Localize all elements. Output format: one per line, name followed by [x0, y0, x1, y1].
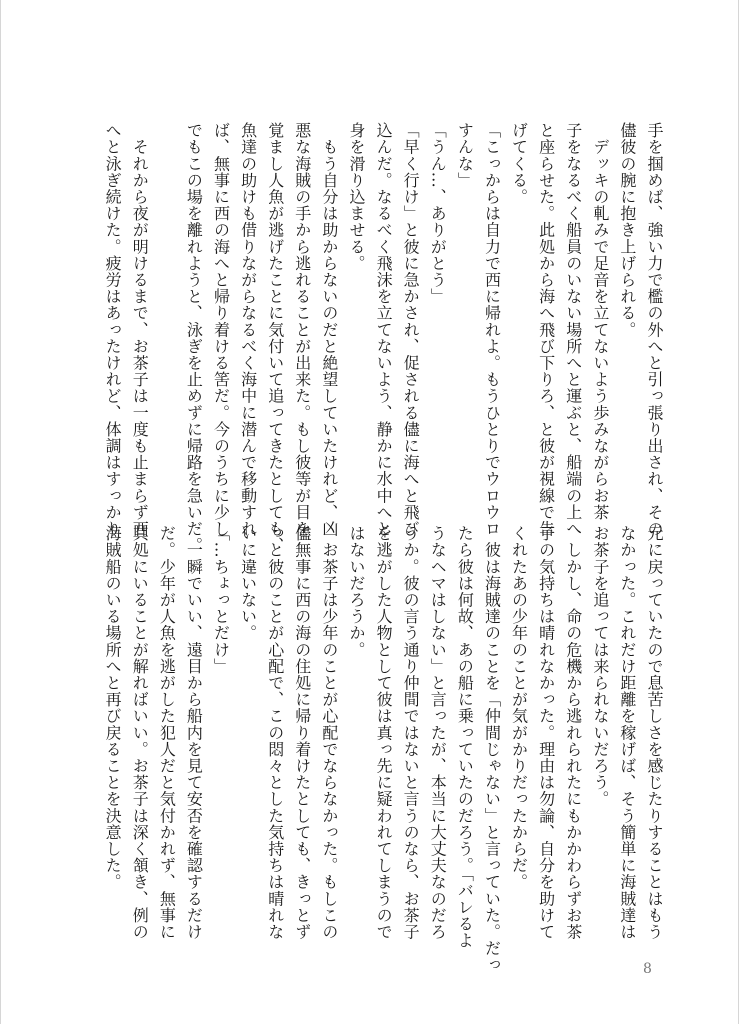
text-line: 悪な海賊の手から逃れることが出来た。もし彼等が目を	[292, 122, 312, 537]
text-line: 「…ちょっとだけ」	[211, 525, 231, 675]
text-line: お茶子は少年のことが心配でならなかった。もしこの	[319, 525, 339, 940]
text-line: 彼は海賊達のことを「仲間じゃない」と言っていた。だっ	[482, 525, 502, 974]
text-line: いに違いない。	[238, 525, 258, 642]
text-line: を逃がした人物として彼は真っ先に疑われてしまうので	[374, 525, 394, 940]
text-line: 込んだ。なるべく飛沫を立てないよう、静かに水中へと	[374, 122, 394, 537]
text-line: もう自分は助からないのだと絶望していたけれど、凶	[319, 122, 339, 537]
text-line: うか。彼の言う通り仲間ではないと言うのなら、お茶子	[401, 525, 421, 940]
text-line: だ。少年が人魚を逃がした犯人だと気付かれず、無事に	[157, 525, 177, 940]
text-line: ば、無事に西の海へと帰り着ける筈だ。今のうちに少し	[211, 122, 231, 537]
text-line: っと彼のことが心配で、この悶々とした気持ちは晴れな	[265, 525, 285, 940]
text-line: お茶子を追っては来られないだろう。	[590, 525, 610, 808]
text-line: 「早く行け」と彼に急かされ、促される儘に海へと飛び	[401, 122, 421, 537]
text-line: 元に戻っていたので息苦しさを感じたりすることはもう	[645, 525, 664, 940]
text-block-bottom	[103, 525, 668, 974]
text-line: 身を滑り込ませる。	[346, 122, 366, 272]
text-line: すんな」	[455, 122, 475, 189]
text-line: はないだろうか。	[346, 525, 366, 658]
text-line: げてくる。	[509, 122, 529, 205]
text-line: それから夜が明けるまで、お茶子は一度も止まらず西	[130, 122, 150, 537]
text-line: デッキの軋みで足音を立てないよう歩みながらお茶	[590, 122, 610, 521]
text-line: と座らせた。此処から海へ飛び下りろ、と彼が視線で告	[536, 122, 556, 537]
text-line: うなヘマはしない」と言ったが、本当に大丈夫なのだろ	[428, 525, 448, 940]
page-number: 8	[643, 961, 652, 977]
text-line: 手を掴めば、強い力で檻の外へと引っ張り出され、その	[645, 122, 664, 537]
text-line: 儘無事に西の海の住処に帰り着けたとしても、きっとず	[292, 525, 312, 940]
text-line: くれたあの少年のことが気がかりだったからだ。	[509, 525, 529, 891]
text-line: 「うん…、ありがとう」	[428, 122, 448, 305]
text-line: なかった。これだけ距離を稼げば、そう簡単に海賊達は	[617, 525, 637, 940]
text-line: 儘彼の腕に抱き上げられる。	[617, 122, 637, 338]
text-line: でもこの場を離れようと、泳ぎを止めずに帰路を急いだ。	[184, 122, 204, 554]
text-line: 子の気持ちは晴れなかった。理由は勿論、自分を助けて	[536, 525, 556, 940]
text-line: 魚達の助けも借りながらなるべく海中に潜んで移動すれ	[238, 122, 258, 537]
text-line: しかし、命の危機から逃れられたにもかかわらずお茶	[563, 525, 583, 940]
text-line: 子をなるべく船員のいない場所へと運ぶと、船端の上へ	[563, 122, 583, 537]
text-line: へと泳ぎ続けた。疲労はあったけれど、体調はすっかり	[103, 122, 123, 537]
text-line: 其処にいることが解ればいい。お茶子は深く頷き、例の	[130, 525, 150, 940]
text-line: 覚まし人魚が逃げたことに気付いて追ってきたとしても、	[265, 122, 285, 554]
text-line: たら彼は何故、あの船に乗っていたのだろう。「バレるよ	[455, 525, 475, 949]
text-line: 海賊船のいる場所へと再び戻ることを決意した。	[103, 525, 123, 891]
text-line	[153, 122, 180, 504]
text-block-top	[103, 122, 668, 554]
text-line: 一瞬でいい、遠目から船内を見て安否を確認するだけ	[184, 525, 204, 940]
text-line: 「こっからは自力で西に帰れよ。もうひとりでウロウロ	[482, 122, 502, 537]
